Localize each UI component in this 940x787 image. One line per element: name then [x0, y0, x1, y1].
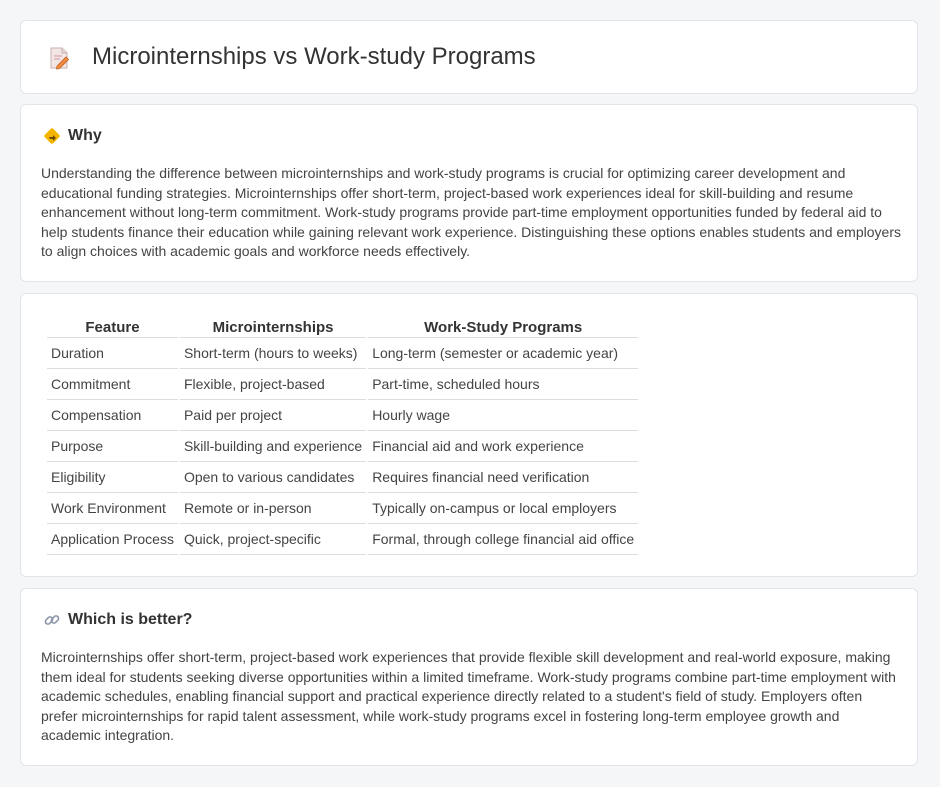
table-cell: Long-term (semester or academic year): [368, 338, 638, 369]
column-header-microinternships: Microinternships: [180, 315, 366, 338]
column-header-feature: Feature: [47, 315, 178, 338]
header-card: [20, 20, 918, 94]
table-cell: Requires financial need verification: [368, 462, 638, 493]
table-cell: Hourly wage: [368, 400, 638, 431]
table-row: [47, 462, 638, 493]
table-cell: Purpose: [47, 431, 178, 462]
table-cell: Open to various candidates: [180, 462, 366, 493]
which-is-better-section: [20, 588, 918, 766]
better-text: Microinternships offer short-term, project-based work experiences that provide flexible skill development and real-world exposure, making them ideal for students seeking diverse opportunities within a limited timeframe. Work-study programs combine part-time employment with academic schedules, enabling financial support and practical experience directly related to a student's field of study. Employers often prefer microinternships for rapid talent assessment, while work-study programs excel in fostering long-term employee growth and academic integration.: [41, 649, 896, 744]
why-section: [20, 104, 918, 282]
table-row: [47, 338, 638, 369]
why-text: Understanding the difference between microinternships and work-study programs is crucial for optimizing career development and educational funding strategies. Microinternships offer short-term, project-based work experiences ideal for skill-building and resume enhancement without long-term commitment. Work-study programs provide part-time employment opportunities funded by federal aid to help students finance their education while gaining relevant work experience. Distinguishing these options enables students and employers to align choices with academic goals and workforce needs effectively.: [41, 165, 901, 260]
table-row: [47, 369, 638, 400]
table-cell: Remote or in-person: [180, 493, 366, 524]
diamond-arrow-icon: [43, 127, 61, 145]
table-cell: Flexible, project-based: [180, 369, 366, 400]
table-cell: Commitment: [47, 369, 178, 400]
table-cell: Skill-building and experience: [180, 431, 366, 462]
page-title: Microinternships vs Work-study Programs: [92, 43, 536, 70]
why-heading: Why: [68, 127, 102, 144]
table-cell: Paid per project: [180, 400, 366, 431]
table-cell: Quick, project-specific: [180, 524, 366, 555]
table-cell: Financial aid and work experience: [368, 431, 638, 462]
table-header-row: [47, 315, 638, 338]
table-cell: Eligibility: [47, 462, 178, 493]
table-cell: Duration: [47, 338, 178, 369]
comparison-section: [20, 293, 918, 577]
table-cell: Part-time, scheduled hours: [368, 369, 638, 400]
table-row: [47, 524, 638, 555]
comparison-table: [45, 315, 640, 555]
table-cell: Formal, through college financial aid office: [368, 524, 638, 555]
table-row: [47, 400, 638, 431]
table-cell: Work Environment: [47, 493, 178, 524]
document-pencil-icon: [48, 46, 70, 70]
column-header-work-study: Work-Study Programs: [368, 315, 638, 338]
table-cell: Application Process: [47, 524, 178, 555]
table-row: [47, 431, 638, 462]
table-row: [47, 493, 638, 524]
table-cell: Short-term (hours to weeks): [180, 338, 366, 369]
why-heading-row: [43, 125, 102, 147]
better-heading: Which is better?: [68, 611, 193, 628]
link-icon: [43, 611, 61, 629]
table-cell: Typically on-campus or local employers: [368, 493, 638, 524]
better-heading-row: [43, 609, 192, 631]
table-cell: Compensation: [47, 400, 178, 431]
